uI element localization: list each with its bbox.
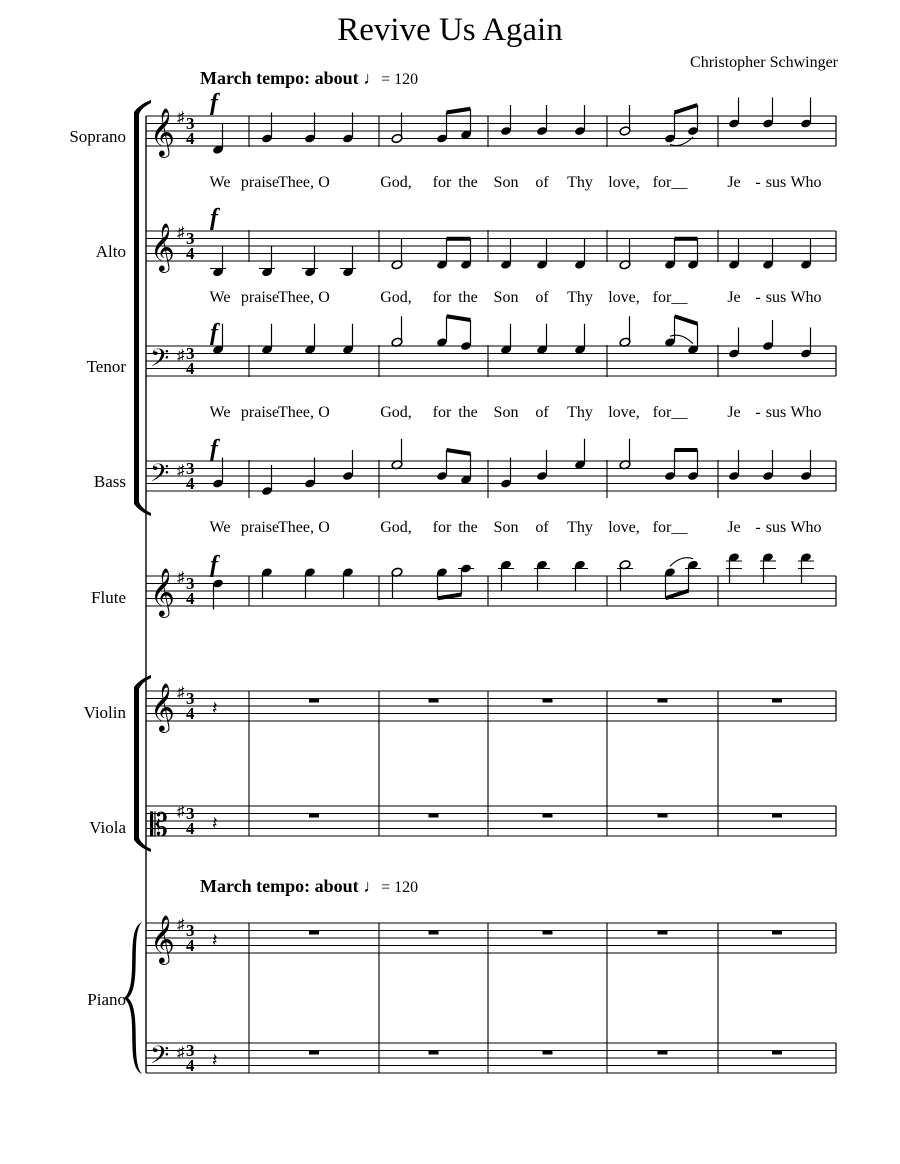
lyric-syllable: of <box>535 174 549 191</box>
bracket-hook-top <box>134 675 151 689</box>
instrument-name-bass: Bass <box>93 472 126 491</box>
instrument-name-soprano: Soprano <box>69 127 126 146</box>
sharp-icon: ♯ <box>177 463 185 479</box>
lyric-syllable: We <box>209 519 231 536</box>
whole-rest <box>658 1051 668 1055</box>
instrument-name-tenor: Tenor <box>86 357 126 376</box>
lyric-syllable: praise <box>240 289 280 306</box>
tempo-text: March tempo: about <box>200 876 359 896</box>
instrument-name-piano: Piano <box>87 990 126 1009</box>
whole-rest <box>772 814 782 818</box>
sharp-icon: ♯ <box>177 570 185 586</box>
lyric-syllable: praise <box>240 174 280 191</box>
lyric-syllable: Je <box>727 404 741 421</box>
whole-rest <box>429 931 439 935</box>
lyric-syllable: for__ <box>652 404 688 421</box>
lyric-syllable: praise <box>240 519 280 536</box>
bass-clef-icon: 𝄢 <box>150 345 170 378</box>
quarter-rest-icon: 𝄽 <box>212 698 218 718</box>
lyric-syllable: Thee, <box>278 519 314 536</box>
tempo-text: March tempo: about <box>200 68 359 88</box>
lyric-syllable: Son <box>493 174 519 191</box>
sharp-icon: ♯ <box>177 917 185 933</box>
whole-rest <box>543 699 553 703</box>
lyric-syllable: for <box>432 289 452 306</box>
lyric-syllable: O <box>318 174 330 191</box>
whole-rest <box>772 931 782 935</box>
treble-clef-icon: 𝄞 <box>150 917 175 963</box>
lyric-syllable: the <box>458 289 478 306</box>
instrument-name-viola: Viola <box>89 818 126 837</box>
beam <box>666 591 689 599</box>
lyric-syllable: the <box>458 174 478 191</box>
lyric-syllable: for__ <box>652 174 688 191</box>
lyric-syllable: of <box>535 289 549 306</box>
instrument-name-violin: Violin <box>83 703 126 722</box>
time-signature-bottom: 4 <box>186 704 195 723</box>
instrument-name-flute: Flute <box>91 588 126 607</box>
whole-rest <box>309 931 319 935</box>
time-signature-bottom: 4 <box>186 936 195 955</box>
beam <box>675 316 698 324</box>
time-signature-top: 3 <box>186 689 195 708</box>
beam <box>447 316 471 320</box>
composer-name: Christopher Schwinger <box>690 54 838 71</box>
whole-rest <box>543 814 553 818</box>
lyric-syllable: for <box>432 404 452 421</box>
time-signature-top: 3 <box>186 1041 195 1060</box>
time-signature-top: 3 <box>186 459 195 478</box>
whole-rest <box>772 699 782 703</box>
time-signature-top: 3 <box>186 921 195 940</box>
lyric-syllable: Thy <box>567 404 593 421</box>
lyric-syllable: God, <box>380 174 412 191</box>
beam <box>438 595 462 599</box>
whole-rest <box>543 931 553 935</box>
lyric-syllable: sus <box>765 404 787 421</box>
lyric-syllable: - <box>755 519 761 536</box>
lyric-syllable: We <box>209 404 231 421</box>
lyric-syllable: for <box>432 519 452 536</box>
whole-rest <box>429 699 439 703</box>
lyric-syllable: love, <box>608 289 640 306</box>
bracket-hook-bottom <box>134 502 151 516</box>
lyric-syllable: of <box>535 519 549 536</box>
bracket-hook-bottom <box>134 838 151 852</box>
lyric-syllable: God, <box>380 404 412 421</box>
bass-clef-icon: 𝄢 <box>150 460 170 493</box>
time-signature-top: 3 <box>186 344 195 363</box>
quarter-rest-icon: 𝄽 <box>212 930 218 950</box>
whole-rest <box>309 814 319 818</box>
dynamic-forte: f <box>210 205 218 231</box>
lyric-syllable: Thee, <box>278 404 314 421</box>
whole-rest <box>309 699 319 703</box>
lyric-syllable: Who <box>790 404 822 421</box>
time-signature-bottom: 4 <box>186 819 195 838</box>
lyric-syllable: God, <box>380 289 412 306</box>
lyric-syllable: Son <box>493 289 519 306</box>
lyric-syllable: praise <box>240 404 280 421</box>
dynamic-forte: f <box>210 552 218 578</box>
lyric-syllable: for__ <box>652 289 688 306</box>
beam <box>675 105 698 113</box>
lyric-syllable: - <box>755 174 761 191</box>
lyric-syllable: Thy <box>567 174 593 191</box>
lyric-syllable: love, <box>608 404 640 421</box>
lyric-syllable: sus <box>765 174 787 191</box>
time-signature-top: 3 <box>186 229 195 248</box>
lyric-syllable: Je <box>727 519 741 536</box>
lyric-syllable: Who <box>790 289 822 306</box>
bracket-hook-top <box>134 100 151 114</box>
beam <box>447 450 471 454</box>
time-signature-bottom: 4 <box>186 474 195 493</box>
dynamic-forte: f <box>210 320 218 346</box>
sharp-icon: ♯ <box>177 225 185 241</box>
lyric-syllable: Thee, <box>278 289 314 306</box>
lyric-syllable: Son <box>493 404 519 421</box>
whole-rest <box>429 814 439 818</box>
dynamic-forte: f <box>210 436 218 462</box>
sharp-icon: ♯ <box>177 348 185 364</box>
lyric-syllable: O <box>318 404 330 421</box>
lyric-syllable: O <box>318 289 330 306</box>
treble-clef-icon: 𝄞 <box>150 685 175 731</box>
bass-clef-icon: 𝄢 <box>150 1042 170 1075</box>
treble-clef-icon: 𝄞 <box>150 110 175 156</box>
quarter-rest-icon: 𝄽 <box>212 1050 218 1070</box>
lyric-syllable: Thy <box>567 289 593 306</box>
whole-rest <box>309 1051 319 1055</box>
lyric-syllable: love, <box>608 174 640 191</box>
lyric-syllable: for <box>432 174 452 191</box>
choir-bracket <box>134 112 139 504</box>
lyric-syllable: of <box>535 404 549 421</box>
sharp-icon: ♯ <box>177 685 185 701</box>
time-signature-bottom: 4 <box>186 359 195 378</box>
time-signature-top: 3 <box>186 114 195 133</box>
whole-rest <box>658 699 668 703</box>
beam <box>447 109 471 113</box>
sharp-icon: ♯ <box>177 804 185 820</box>
dynamic-forte: f <box>210 90 218 116</box>
lyric-syllable: O <box>318 519 330 536</box>
quarter-note-icon: ♩ <box>363 68 382 88</box>
quarter-note-icon: ♩ <box>363 876 382 896</box>
treble-clef-icon: 𝄞 <box>150 225 175 271</box>
whole-rest <box>658 931 668 935</box>
time-signature-bottom: 4 <box>186 1056 195 1075</box>
whole-rest <box>543 1051 553 1055</box>
lyric-syllable: Who <box>790 174 822 191</box>
lyric-syllable: sus <box>765 519 787 536</box>
treble-clef-icon: 𝄞 <box>150 570 175 616</box>
lyric-syllable: Thee, <box>278 174 314 191</box>
lyric-syllable: We <box>209 174 231 191</box>
time-signature-top: 3 <box>186 574 195 593</box>
instrument-name-alto: Alto <box>95 242 126 261</box>
lyric-syllable: We <box>209 289 231 306</box>
tempo-value: = 120 <box>381 879 419 896</box>
strings-bracket <box>134 687 139 840</box>
quarter-rest-icon: 𝄽 <box>212 813 218 833</box>
sharp-icon: ♯ <box>177 110 185 126</box>
tempo-value: = 120 <box>381 71 419 88</box>
sharp-icon: ♯ <box>177 1045 185 1061</box>
piano-brace <box>124 922 142 1074</box>
lyric-syllable: the <box>458 404 478 421</box>
lyric-syllable: God, <box>380 519 412 536</box>
whole-rest <box>429 1051 439 1055</box>
alto-clef-icon: 𝄡 <box>150 807 168 843</box>
lyric-syllable: sus <box>765 289 787 306</box>
lyric-syllable: Who <box>790 519 822 536</box>
time-signature-bottom: 4 <box>186 589 195 608</box>
score-title: Revive Us Again <box>337 12 563 48</box>
time-signature-bottom: 4 <box>186 129 195 148</box>
lyric-syllable: Je <box>727 289 741 306</box>
lyric-syllable: Je <box>727 174 741 191</box>
whole-rest <box>772 1051 782 1055</box>
lyric-syllable: - <box>755 289 761 306</box>
time-signature-top: 3 <box>186 804 195 823</box>
whole-rest <box>658 814 668 818</box>
lyric-syllable: love, <box>608 519 640 536</box>
lyric-syllable: - <box>755 404 761 421</box>
lyric-syllable: Thy <box>567 519 593 536</box>
time-signature-bottom: 4 <box>186 244 195 263</box>
lyric-syllable: Son <box>493 519 519 536</box>
lyric-syllable: for__ <box>652 519 688 536</box>
lyric-syllable: the <box>458 519 478 536</box>
